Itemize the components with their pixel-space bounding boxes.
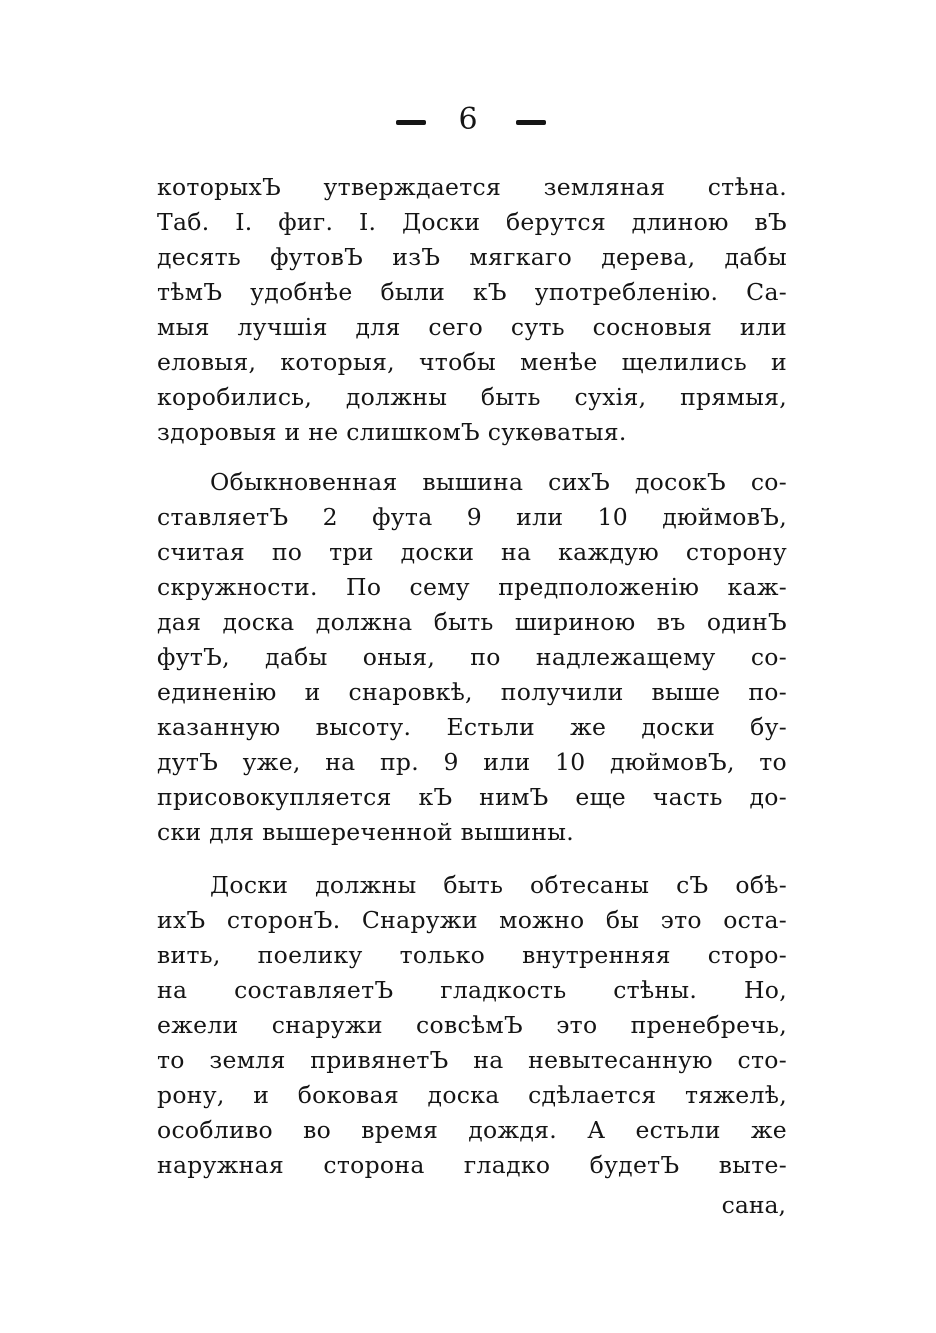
- text-line: ставляетЪ 2 фута 9 или 10 дюймовЪ,: [157, 503, 787, 531]
- text-line: ски для вышереченной вышины.: [157, 818, 575, 846]
- text-line: считая по три доски на каждую сторону: [157, 538, 787, 566]
- text-line: то земля привянетЪ на невытесанную сто-: [157, 1046, 787, 1074]
- text-line: скружности. По сему предположенію каж-: [157, 573, 787, 601]
- header-dash-right: [516, 120, 546, 125]
- page-header: [0, 102, 936, 138]
- text-line: Доски должны быть обтесаны сЪ обѣ-: [210, 871, 787, 899]
- catchword: сана,: [721, 1191, 786, 1219]
- text-line: ежели снаружи совсѣмЪ это пренебречь,: [157, 1011, 787, 1039]
- text-line: казанную высоту. Естьли же доски бу-: [157, 713, 787, 741]
- text-line: тѣмЪ удобнѣе были кЪ употребленію. Са-: [157, 278, 787, 306]
- page-number: 6: [458, 102, 478, 137]
- text-line: наружная сторона гладко будетЪ выте-: [157, 1151, 787, 1179]
- header-dash-left: [396, 120, 426, 125]
- text-line: вить, поелику только внутренняя сторо-: [157, 941, 787, 969]
- text-line: единенію и снаровкѣ, получили выше по-: [157, 678, 787, 706]
- text-line: Таб. I. фиг. I. Доски берутся длиною вЪ: [157, 208, 787, 236]
- text-line: мыя лучшія для сего суть сосновыя или: [157, 313, 787, 341]
- text-line: особливо во время дождя. А естьли же: [157, 1116, 787, 1144]
- text-line: которыхЪ утверждается земляная стѣна.: [157, 173, 787, 201]
- text-line: рону, и боковая доска сдѣлается тяжелѣ,: [157, 1081, 787, 1109]
- text-line: десять футовЪ изЪ мягкаго дерева, дабы: [157, 243, 787, 271]
- text-line: здоровыя и не слишкомЪ сукѳватыя.: [157, 418, 627, 446]
- text-line: ихЪ сторонЪ. Снаружи можно бы это оста-: [157, 906, 787, 934]
- text-line: футЪ, дабы оныя, по надлежащему со-: [157, 643, 787, 671]
- text-line: присовокупляется кЪ нимЪ еще часть до-: [157, 783, 787, 811]
- text-line: на составляетЪ гладкость стѣны. Но,: [157, 976, 787, 1004]
- text-line: Обыкновенная вышина сихЪ досокЪ со-: [210, 468, 787, 496]
- text-line: дутЪ уже, на пр. 9 или 10 дюймовЪ, то: [157, 748, 787, 776]
- text-line: дая доска должна быть шириною въ одинЪ: [157, 608, 787, 636]
- text-line: коробились, должны быть сухія, прямыя,: [157, 383, 787, 411]
- text-line: еловыя, которыя, чтобы менѣе щелились и: [157, 348, 787, 376]
